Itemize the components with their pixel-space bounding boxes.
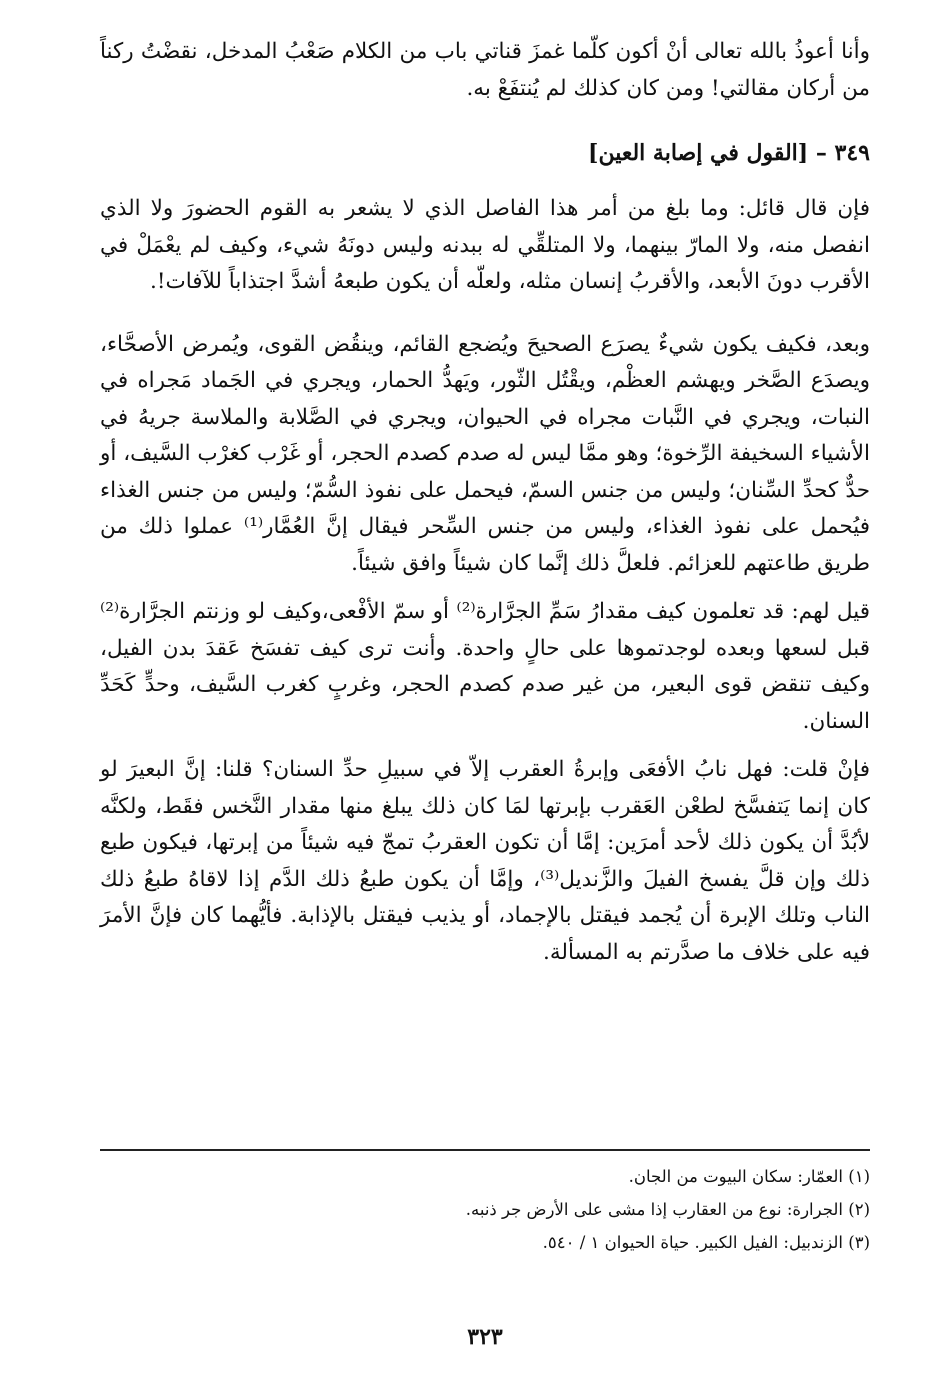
section-heading — [100, 133, 870, 173]
paragraph-2: وبعد، فكيف يكون شيءٌ يصرَع الصحيحَ ويُضجع القائم، وينقُض القوى، ويُمرض الأصحَّاء، ويصدَع الصَّخر ويهشم العظْم، ويقْتُل الثّور، ويَهدُّ الحمار، ويجري في الجَماد مَجراه في النبات، ويجري في النَّبات مجراه في الحيوان، ويجري في الصَّلابة والملاسة جريهُ في الأشياء السخيفة الرِّخوة؛ وهو ممَّا ليس له صدم كصدم الحجر، أو غَرْب كغرْب السَّيف، أو حدٌّ كحدِّ السِّنان؛ وليس من جنس السمّ، فيحمل على نفوذ السُّمّ؛ وليس من جنس الغذاء فيُحمل على نفوذ الغذاء، وليس من جنس السِّحر فيقال إنَّ العُمَّار⁽¹⁾ عملوا ذلك من طريق طاعتهم للعزائم. فلعلَّ ذلك إنَّما كان شيئاً وافق شيئاً. — [100, 331, 870, 576]
book-page — [100, 34, 870, 1354]
intro-paragraph: وأنا أعوذُ بالله تعالى أنْ أكون كلّما غمزَ قناتي باب من الكلام صَعْبُ المدخل، نقضْتُ ركناً من أركان مقالتي! ومن كان كذلك لم يُنتفَعْ به. — [100, 39, 870, 101]
paragraph-4: فإنْ قلت: فهل نابُ الأفعَى وإبرةُ العقرب إلاّ في سبيلِ حدِّ السنان؟ قلنا: إنَّ البعيرَ لو كان إنما يَتفسَّخ لطعْن العَقرب بإبرتها لمَا كان ذلك يبلغ منها مقدار النَّخس فقَط، ولكنَّه لأبُدَّ أن يكون ذلك لأحد أمرَين: إمَّا أن تكون العقربُ تمجّ فيه شيئاً من إبرتها، فيكون طبع ذلك وإن قلَّ يفسخ الفيلَ والزَّنديل⁽³⁾، وإمَّا أن يكون طبعُ ذلك الدَّم إذا لاقاهُ طبعُ ذلك الناب وتلك الإبرة أن يُجمد فيقتل بالإجماد، أو يذيب فيقتل بالإذابة. فأيُّهما كان فإنَّ الأمرَ فيه على خلاف ما صدَّرتم به المسألة. — [100, 757, 870, 965]
footnote-2: (٢) الجرارة: نوع من العقارب إذا مشى على الأرض جر ذنبه. — [465, 1200, 870, 1219]
footnote-divider — [100, 1149, 870, 1151]
footnote-1: (١) العمّار: سكان البيوت من الجان. — [628, 1167, 870, 1186]
section-number: ٣٤٩ — [834, 140, 870, 166]
paragraph-3: قيل لهم: قد تعلمون كيف مقدارُ سَمِّ الجرَّارة⁽²⁾ أو سمّ الأفْعى،وكيف لو وزنتم الجرَّارة⁽²⁾ قبل لسعها وبعده لوجدتموها على حالٍ واحدة. وأنت ترى كيف تفسَخ عَقدَ بدن الفيل، وكيف تنقض قوى البعير، من غير صدم كصدم الحجر، وغربٍ كغرب السَّيف، وحدٍّ كَحَدِّ السنان. — [100, 599, 870, 734]
footnotes — [100, 1160, 870, 1259]
paragraph-1: فإن قال قائل: وما بلغ من أمر هذا الفاصل الذي لا يشعر به القوم الحضورَ ولا الذي انفصل منه، ولا المارّ بينهما، ولا المتلقِّي له ببدنه وليس دونَهُ شيء، وكيف لم يعْمَلْ في الأقرب دونَ الأبعد، والأقربُ إنسان مثله، ولعلّه أن يكون طبعهُ أشدَّ اجتذاباً للآفات!. — [100, 196, 870, 294]
page-number: ٣٢٣ — [467, 1324, 503, 1350]
footnote-3: (٣) الزندبيل: الفيل الكبير. حياة الحيوان ١ / ٥٤٠. — [542, 1233, 870, 1252]
section-title: – [القول في إصابة العين] — [588, 140, 827, 166]
